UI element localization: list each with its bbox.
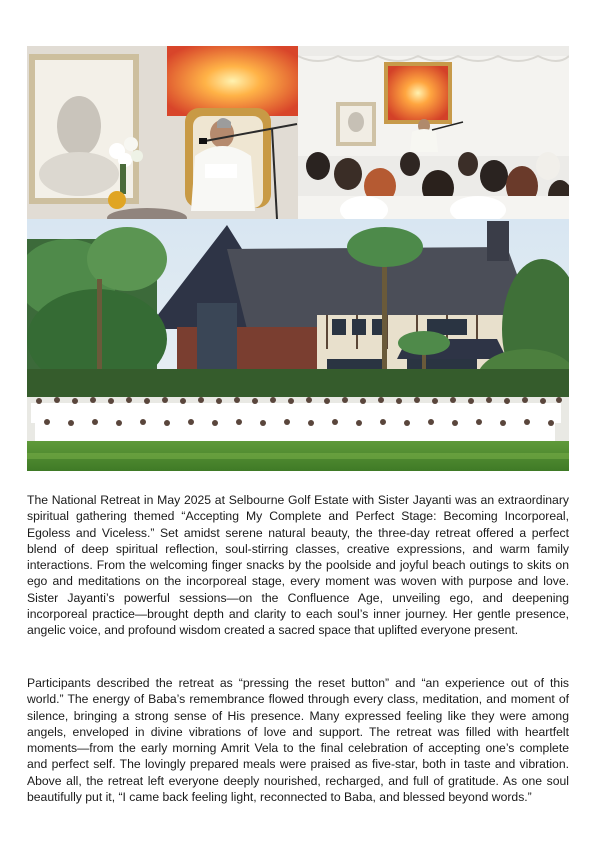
paragraph-retreat-overview: The National Retreat in May 2025 at Selbourne Golf Estate with Sister Jayanti was an extraordinary spiritual gathering themed “Accepting My Complete and Perfect Stage: Becoming Incorporeal, Egoless and Viceless.” Set amidst serene natural beauty, the three-day retreat offered a perfect blend of deep spiritual reflection, soul-stirring classes, creative expressions, and warm family interactions. From the welcoming finger snacks by the poolside and joyful beach outings to skits on ego and meditations on the incorporeal stage, every moment was woven with purpose and love. Sister Jayanti’s powerful sessions—on the Confluence Age, unveiling ego, and deepening incorporeal practice—brought depth and clarity to each soul’s inner journey. Her gentle presence, angelic voice, and profound wisdom created a sacred space that uplifted everyone present. bbox=[27, 493, 569, 638]
photo-group-in-front-of-building bbox=[27, 219, 569, 471]
photo-audience-in-hall bbox=[298, 46, 569, 219]
photo-speaker-with-portrait bbox=[27, 46, 298, 219]
paragraph-participant-feedback: Participants described the retreat as “pressing the reset button” and “an experience out of this world.” The energy of Baba’s remembrance flowed through every class, meditation, and moment of silence, bringing a strong sense of His presence. Many expressed feeling like they were among angels, enveloped in divine vibrations of love and support. The retreat was filled with heartfelt moments—from the early morning Amrit Vela to the final celebration of accepting one’s complete and perfect self. The lovingly prepared meals were praised as five-star, both in taste and vibration. Above all, the retreat left everyone deeply nourished, recharged, and full of gratitude. As one soul beautifully put it, “I came back feeling light, reconnected to Baba, and blessed beyond words.” bbox=[27, 676, 569, 805]
